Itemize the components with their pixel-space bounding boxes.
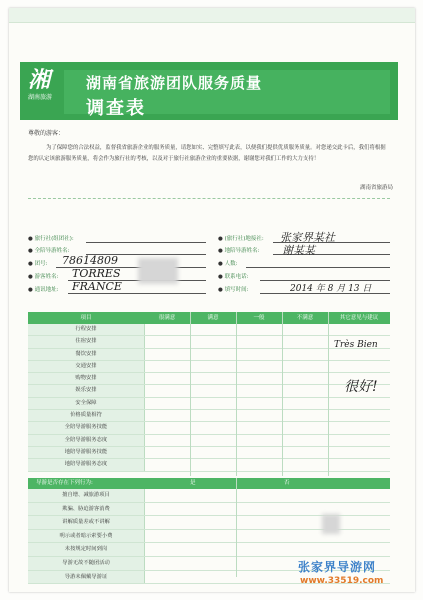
site-watermark-url: www.33519.com xyxy=(300,576,384,586)
field-group-number: ● 团号: xyxy=(28,261,48,267)
redacted-area xyxy=(322,514,340,534)
comment-tres-bien: Très Bien xyxy=(334,340,378,350)
value-local-guide: 谢某某 xyxy=(282,244,315,257)
row-label: 交通安排 xyxy=(28,361,145,372)
header-satisfied: 满意 xyxy=(207,315,219,321)
row-label: 餐饮安排 xyxy=(28,349,145,360)
field-tourist-name: ● 游客姓名: xyxy=(28,274,59,280)
table-row xyxy=(28,459,390,471)
site-watermark: 张家界导游网 xyxy=(298,560,377,574)
field-phone: ● 联系电话: xyxy=(218,274,249,280)
row-label: 地陪导游服务态度 xyxy=(28,459,145,470)
redacted-area xyxy=(138,258,178,284)
header-item: 项目 xyxy=(80,315,92,321)
divider xyxy=(28,198,390,199)
field-national-guide: ● 全陪导游姓名: xyxy=(28,248,70,254)
header-average: 一般 xyxy=(253,315,265,321)
no-column-label: 否 xyxy=(284,480,290,486)
field-local-agency: ● (旅行社)地接社: xyxy=(218,236,264,242)
column-divider xyxy=(236,312,237,476)
header-unsatisfied: 不满意 xyxy=(296,315,314,321)
table-row xyxy=(28,422,390,434)
table-row xyxy=(28,398,390,410)
table-row xyxy=(28,324,390,336)
value-fill-date: 2014 年 8 月 13 日 xyxy=(290,284,372,294)
line-tour-agency xyxy=(86,242,206,243)
table-row xyxy=(28,373,390,385)
field-local-guide: ● 地陪导游姓名: xyxy=(218,248,260,254)
field-tour-agency: ● 旅行社(组团社): xyxy=(28,236,74,242)
row-label: 安全保障 xyxy=(28,398,145,409)
top-strip xyxy=(9,8,415,23)
table-row xyxy=(28,385,390,397)
row-label: 娱乐安排 xyxy=(28,385,145,396)
row-label: 价格质量相符 xyxy=(28,410,145,421)
intro-paragraph: 为了保障您的合法权益，监督我省旅游企业的服务质量，请您如实、完整填写此表，以便我们提供优质服务质量。对您递交此卡后，我们将根据您的认定该旅游服务质量，将会作为旅行社的考核，以及对于旅行社旅游企业的重要依据，谢谢您对我们工作的大力支持！ xyxy=(28,145,386,162)
table-row xyxy=(28,543,390,557)
form-title-line1: 湖南省旅游团队服务质量 xyxy=(86,74,263,92)
row-label: 擅自增、减旅游项目 xyxy=(28,489,145,502)
signature: 湖南省旅游局 xyxy=(359,185,393,191)
row-label: 导游无故不随团活动 xyxy=(28,557,145,570)
table-row xyxy=(28,435,390,447)
table-row xyxy=(28,489,390,503)
row-label: 全陪导游服务态度 xyxy=(28,435,145,446)
value-local-agency: 张家界某社 xyxy=(280,231,335,244)
row-label: 欺骗、胁迫游客消费 xyxy=(28,503,145,516)
row-label: 行程安排 xyxy=(28,324,145,335)
column-divider xyxy=(190,312,191,476)
row-label: 明示或者暗示索要小费 xyxy=(28,530,145,543)
line-address xyxy=(68,293,206,294)
row-label: 住宿安排 xyxy=(28,336,145,347)
logo-subtitle: 湖南旅游 xyxy=(28,94,53,101)
row-label: 购物安排 xyxy=(28,373,145,384)
yes-column-label: 是 xyxy=(190,480,196,486)
comment-very-good: 很好! xyxy=(344,379,378,395)
row-label: 讲解质量差或不讲解 xyxy=(28,516,145,529)
header-comments: 其它意见与建议 xyxy=(339,315,379,321)
field-address: ● 通讯地址: xyxy=(28,287,59,293)
value-tourist-name: TORRES xyxy=(72,267,121,280)
row-label: 未按规定时间到岗 xyxy=(28,543,145,556)
column-divider xyxy=(236,478,237,577)
guide-behavior-header xyxy=(28,478,390,489)
header-very-satisfied: 很满意 xyxy=(158,315,176,321)
table-row xyxy=(28,349,390,361)
row-label: 导游未佩戴导游证 xyxy=(28,571,145,584)
row-label: 全陪导游服务技能 xyxy=(28,422,145,433)
info-fields xyxy=(28,206,390,302)
table-row xyxy=(28,361,390,373)
guide-behavior-title: 导游是否存在下列行为: xyxy=(36,480,93,486)
table-row xyxy=(28,447,390,459)
rating-table-header xyxy=(28,312,390,324)
form-title-line2: 调查表 xyxy=(86,98,146,119)
logo-mark: 湘 xyxy=(28,67,49,93)
salutation: 尊敬的游客： xyxy=(28,130,65,137)
line-headcount xyxy=(246,267,390,268)
field-headcount: ● 人数: xyxy=(218,261,238,267)
table-row xyxy=(28,410,390,422)
value-group-number: 78614809 xyxy=(62,254,118,267)
row-label: 地陪导游服务技能 xyxy=(28,447,145,458)
value-address: FRANCE xyxy=(72,280,122,293)
field-fill-date: ● 填写时间: xyxy=(218,287,249,293)
column-divider xyxy=(282,312,283,476)
column-divider xyxy=(328,312,329,476)
